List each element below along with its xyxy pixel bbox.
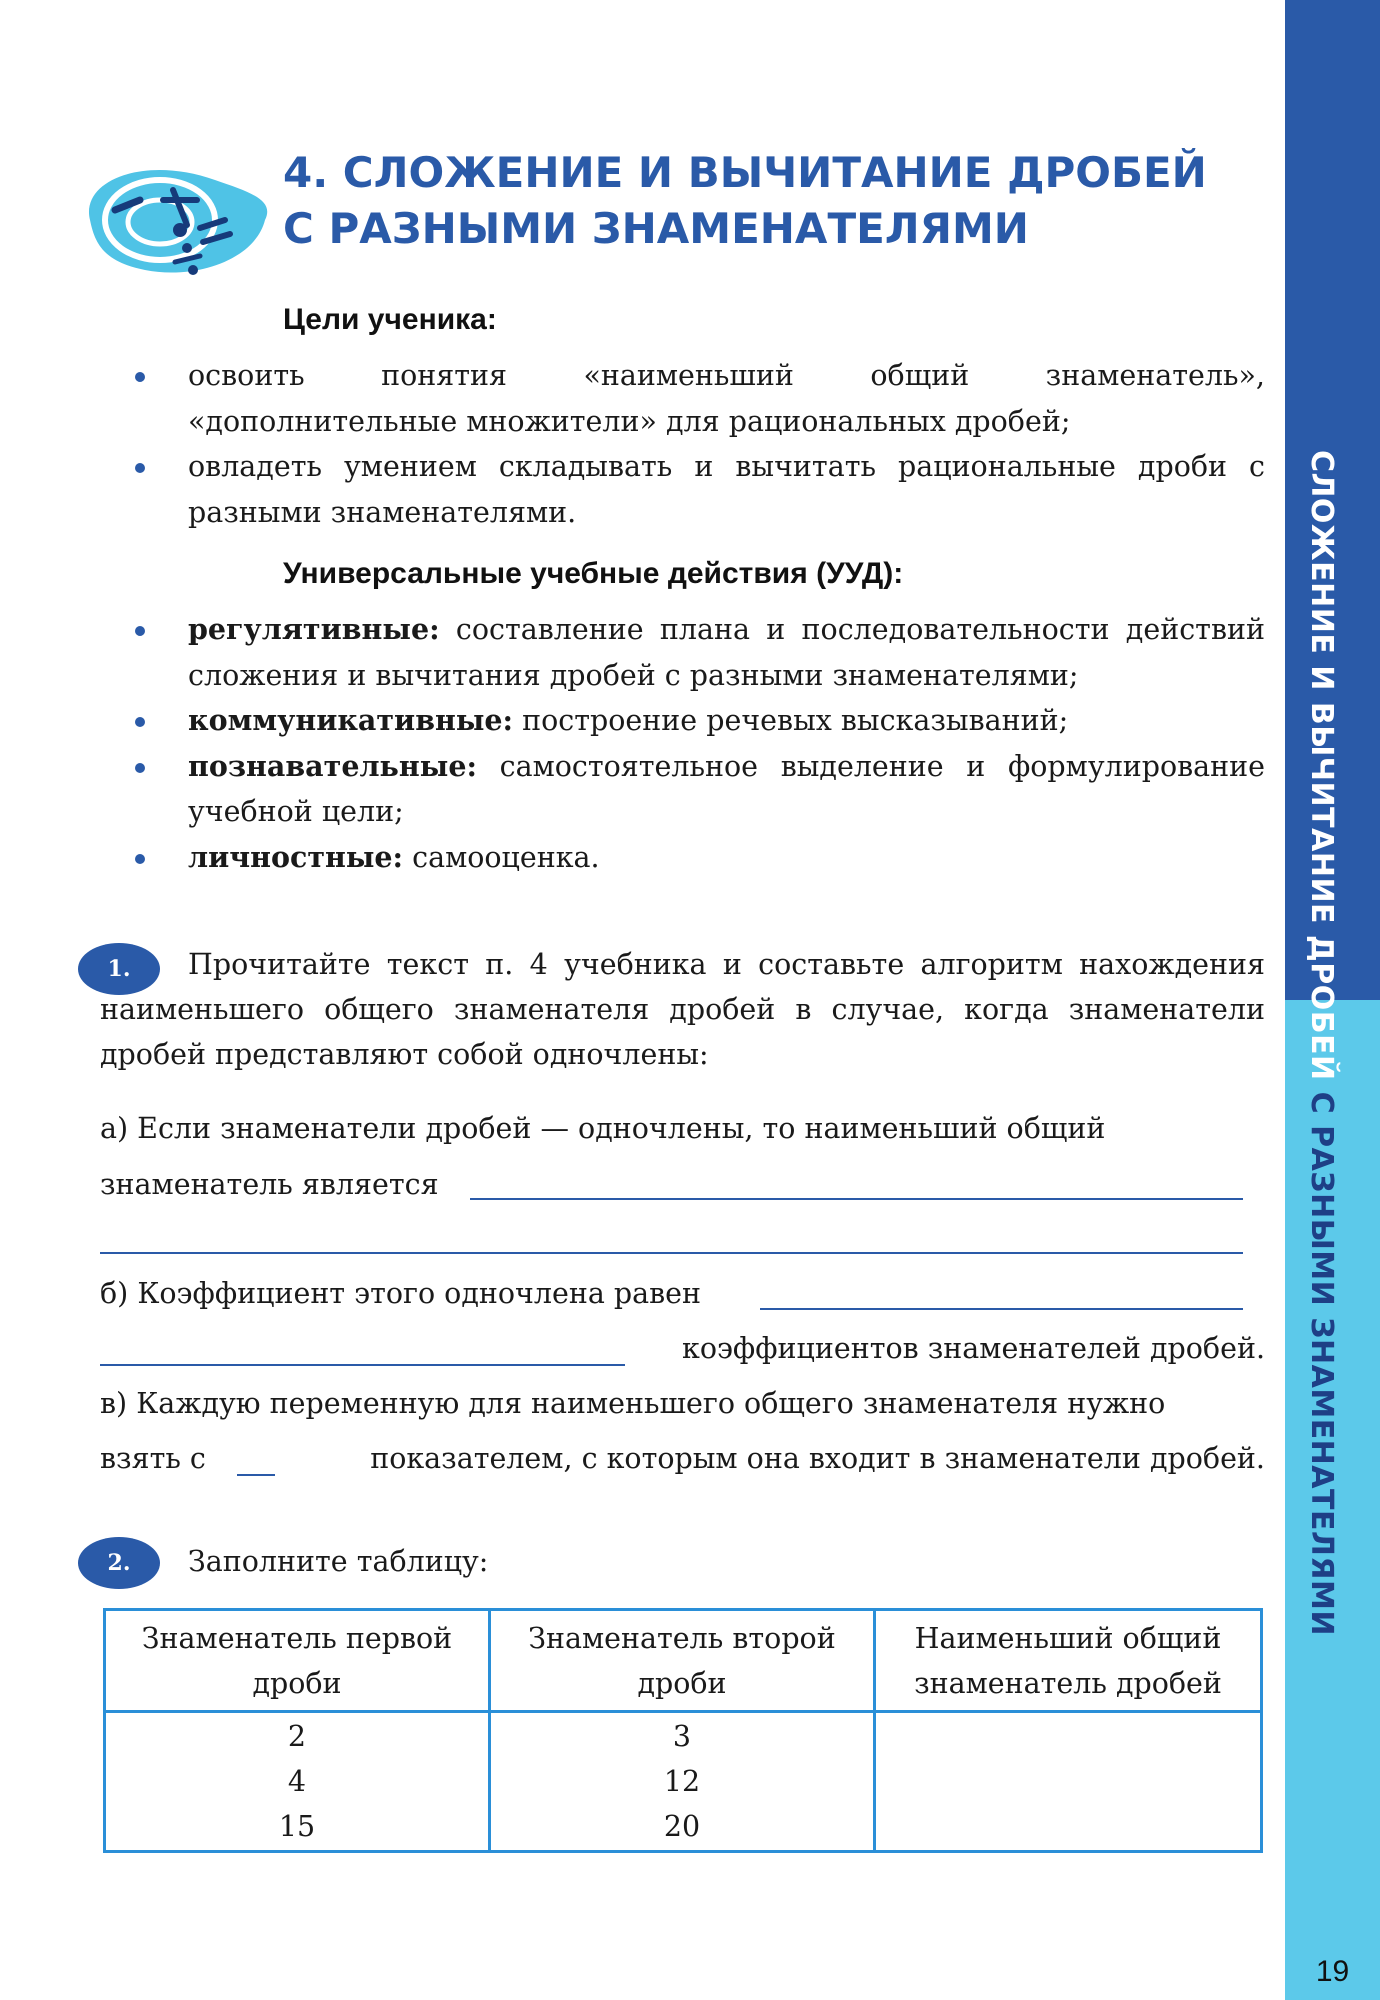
table-cell-answer[interactable] (875, 1712, 1262, 1852)
uud-heading: Универсальные учебные действия (УУД): (283, 557, 904, 590)
answer-line-b1[interactable] (760, 1308, 1243, 1310)
task1-c-line1: в) Каждую переменную для наименьшего общего знаменателя нужно (100, 1387, 1166, 1420)
task1-a-line2: знаменатель является (100, 1168, 439, 1201)
page-number: 19 (1315, 1955, 1350, 1988)
answer-line-c[interactable] (237, 1474, 275, 1476)
uud-item (135, 698, 1265, 744)
uud-keyword: личностные: (188, 839, 404, 874)
task1-c-part2: показателем, с которым она входит в знаменатели дробей. (370, 1442, 1265, 1475)
table-header-cell: Наименьший общий знаменатель дробей (875, 1610, 1262, 1712)
chapter-logo-icon (75, 150, 275, 280)
table-header-cell: Знаменатель первой дроби (105, 1610, 490, 1712)
goals-list (135, 353, 1265, 535)
task1-badge: 1. (78, 943, 160, 995)
side-tab-part2: С РАЗНЫМИ ЗНАМЕНАТЕЛЯМИ (1304, 1091, 1339, 1636)
table-value: 2 (287, 1720, 307, 1753)
table-header-cell: Знаменатель второй дроби (490, 1610, 875, 1712)
uud-keyword: познавательные: (188, 748, 477, 783)
task1-c-part1: взять с (100, 1442, 206, 1475)
uud-text: составление плана и последовательности действий сложения и вычитания дробей с разными знаменателями; (188, 613, 1265, 692)
task1-b-line2: коэффициентов знаменателей дробей. (682, 1332, 1265, 1365)
goal-item: освоить понятия «наименьший общий знаменатель», «дополнительные множители» для рациональных дробей; (135, 353, 1265, 444)
table-header-row (105, 1610, 1262, 1712)
table-cell-first-denominators (105, 1712, 490, 1852)
goal-item: овладеть умением складывать и вычитать рациональные дроби с разными знаменателями. (135, 444, 1265, 535)
chapter-title-line1: 4. СЛОЖЕНИЕ И ВЫЧИТАНИЕ ДРОБЕЙ (283, 148, 1207, 197)
table-cell-second-denominators (490, 1712, 875, 1852)
side-tab-part1: СЛОЖЕНИЕ И ВЫЧИТАНИЕ ДРОБЕЙ (1304, 450, 1339, 1081)
uud-item (135, 744, 1265, 835)
uud-list (135, 607, 1265, 880)
task1-b-line1: б) Коэффициент этого одночлена равен (100, 1277, 702, 1310)
table-value: 15 (278, 1810, 316, 1843)
table-value: 4 (287, 1765, 307, 1798)
uud-keyword: коммуникативные: (188, 703, 514, 737)
chapter-title-line2: С РАЗНЫМИ ЗНАМЕНАТЕЛЯМИ (283, 204, 1029, 253)
task2-text: Заполните таблицу: (188, 1545, 489, 1578)
uud-text: построение речевых высказываний; (513, 704, 1069, 737)
table-row (105, 1712, 1262, 1852)
table-value: 12 (663, 1765, 701, 1798)
task2-badge: 2. (78, 1537, 160, 1589)
uud-keyword: регулятивные: (188, 612, 440, 646)
answer-line-b2[interactable] (100, 1364, 625, 1366)
denominator-table (103, 1608, 1263, 1853)
uud-text: самооценка. (403, 840, 600, 874)
side-tab-text (1304, 450, 1339, 1636)
answer-line-a1[interactable] (470, 1198, 1243, 1200)
uud-text: самостоятельное выделение и формулирование учебной цели; (188, 749, 1265, 828)
uud-item (135, 835, 1265, 881)
task1-text: Прочитайте текст п. 4 учебника и составьте алгоритм нахождения наименьшего общего знаменателя дробей в случае, когда знаменатели дробей представляют собой одночлены: (100, 948, 1265, 1071)
table-value: 20 (663, 1810, 701, 1843)
task1-a-line1: а) Если знаменатели дробей — одночлены, то наименьший общий (100, 1112, 1106, 1145)
table-value: 3 (672, 1720, 692, 1753)
uud-item (135, 607, 1265, 698)
chapter-title (283, 145, 1207, 257)
goals-heading: Цели ученика: (283, 303, 497, 336)
answer-line-a2[interactable] (100, 1252, 1243, 1254)
